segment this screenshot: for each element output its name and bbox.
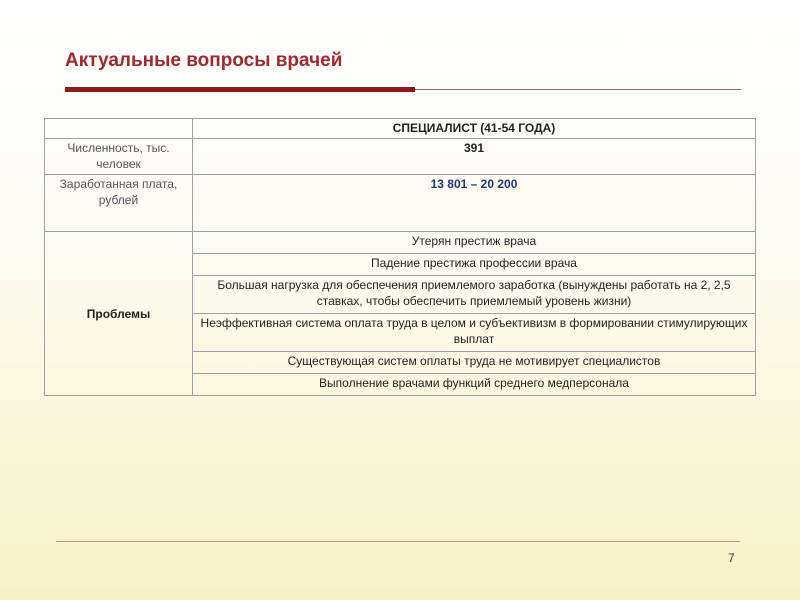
problems-label: Проблемы [45, 232, 193, 396]
row-label-salary: Заработанная плата, рублей [45, 175, 193, 232]
title-underline [65, 87, 741, 92]
row-value-salary: 13 801 – 20 200 [193, 175, 756, 232]
title-underline-thick [65, 87, 415, 92]
problem-item: Падение престижа профессии врача [193, 254, 756, 276]
row-label-count: Численность, тыс. человек [45, 139, 193, 175]
row-value-count: 391 [193, 139, 756, 175]
header-specialist: СПЕЦИАЛИСТ (41-54 ГОДА) [193, 119, 756, 139]
slide-title: Актуальные вопросы врачей [65, 50, 343, 71]
table-header-row [45, 119, 756, 139]
page-number: 7 [728, 551, 735, 565]
problem-item: Выполнение врачами функций среднего медперсонала [193, 374, 756, 396]
problem-item: Существующая систем оплаты труда не мотивирует специалистов [193, 352, 756, 374]
problem-item: Неэффективная система оплата труда в целом и субъективизм в формировании стимулирующих выплат [193, 314, 756, 352]
problem-item: Утерян престиж врача [193, 232, 756, 254]
problem-item: Большая нагрузка для обеспечения приемлемого заработка (вынуждены работать на 2, 2,5 ставках, чтобы обеспечить приемлемый уровень жизни) [193, 276, 756, 314]
header-empty-cell [45, 119, 193, 139]
footer-divider [56, 541, 740, 542]
table-row [45, 175, 756, 232]
problem-row [45, 232, 756, 254]
table-row [45, 139, 756, 175]
specialist-table [44, 118, 756, 396]
